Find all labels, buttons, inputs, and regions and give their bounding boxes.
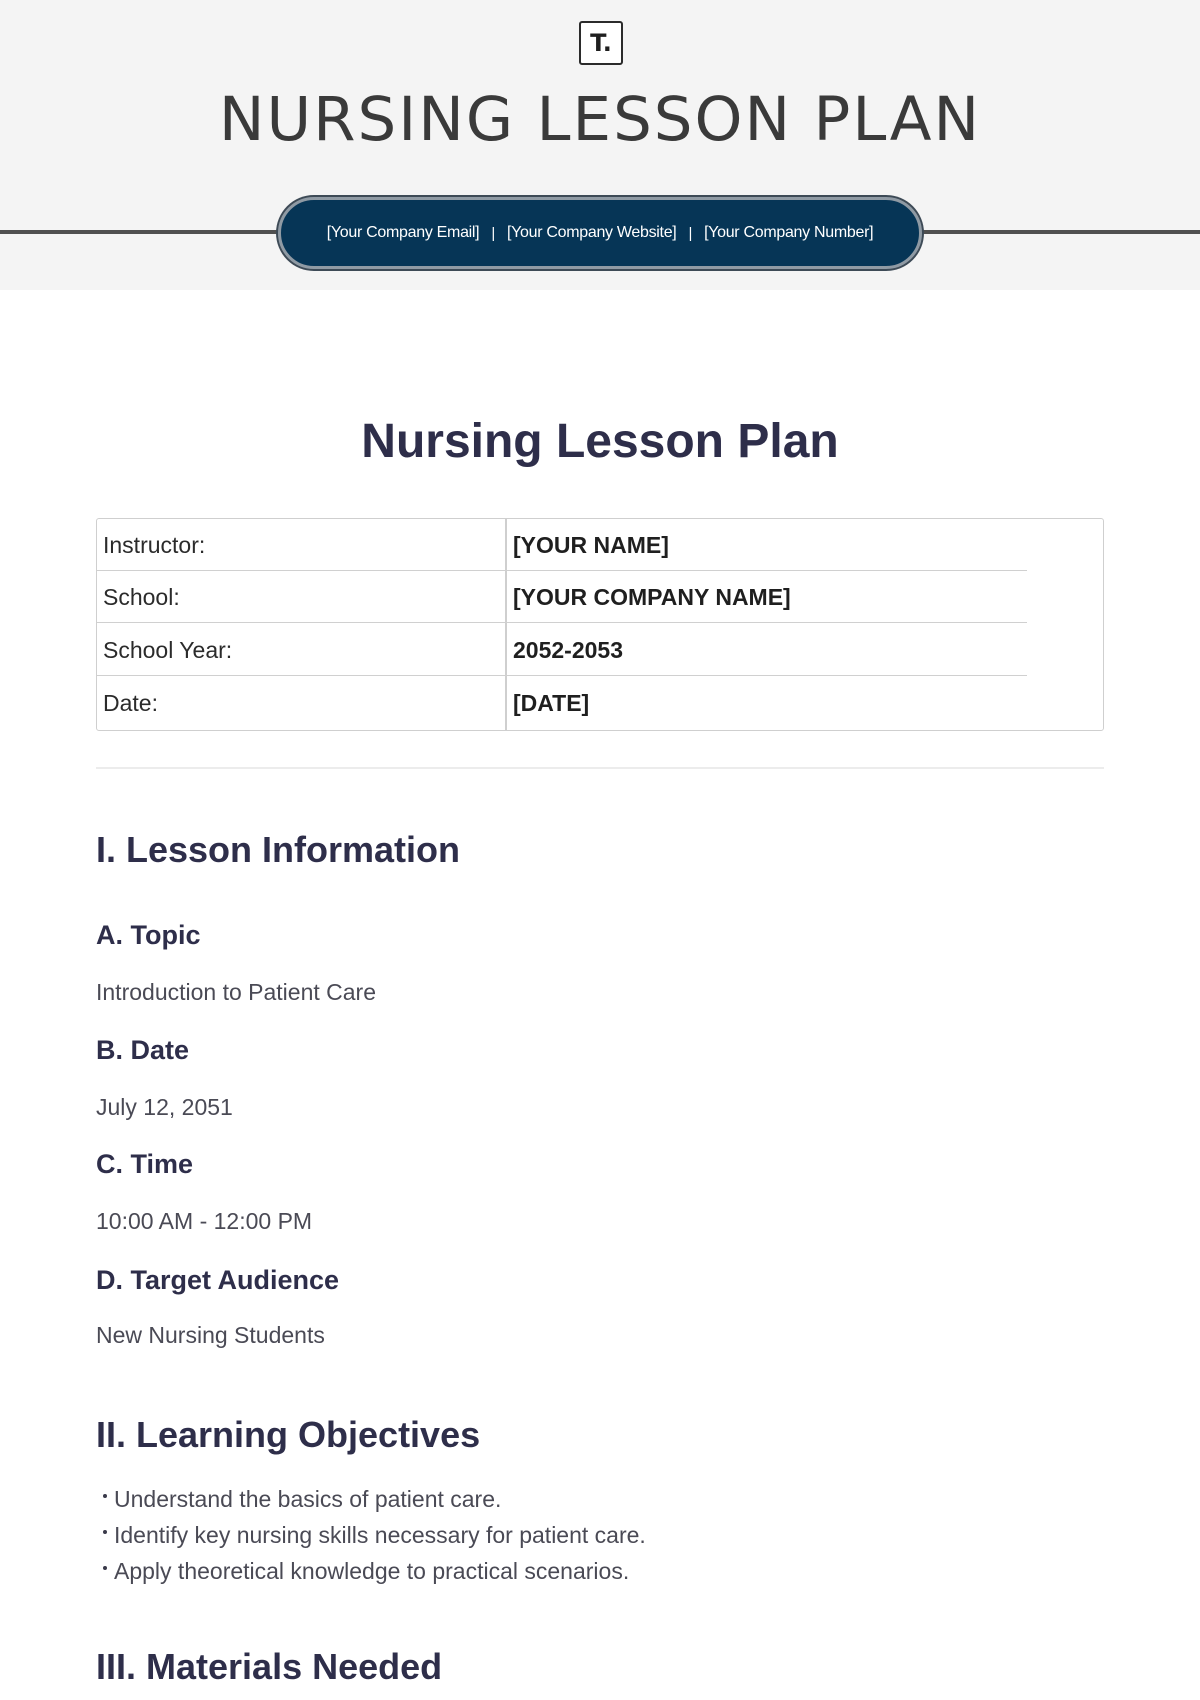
- school-label: School:: [103, 584, 180, 610]
- objectives-list: [96, 1481, 646, 1589]
- lesson-time-text: 10:00 AM - 12:00 PM: [96, 1208, 313, 1234]
- info-table: [96, 518, 1104, 731]
- subheading-date: B. Date: [96, 1035, 190, 1065]
- subheading-target-audience: D. Target Audience: [96, 1265, 340, 1295]
- table-row-school: [97, 571, 1027, 623]
- section-heading-lesson-information: I. Lesson Information: [96, 829, 461, 870]
- table-row-instructor: [97, 519, 1027, 571]
- section-heading-learning-objectives: II. Learning Objectives: [96, 1414, 481, 1455]
- date-label: Date:: [103, 690, 158, 716]
- contact-separator: |: [688, 224, 693, 242]
- list-item: Understand the basics of patient care.: [96, 1481, 646, 1517]
- date-value: [DATE]: [513, 690, 590, 716]
- table-row-date: [97, 677, 1027, 729]
- list-item: Apply theoretical knowledge to practical scenarios.: [96, 1553, 646, 1589]
- brand-title: NURSING LESSON PLAN: [218, 84, 982, 155]
- subheading-topic: A. Topic: [96, 920, 201, 950]
- target-audience-text: New Nursing Students: [96, 1322, 325, 1348]
- section-divider: [96, 767, 1104, 769]
- document-title: Nursing Lesson Plan: [361, 415, 839, 468]
- subheading-time: C. Time: [96, 1149, 194, 1179]
- lesson-date-text: July 12, 2051: [96, 1094, 233, 1120]
- company-logo: T.: [579, 21, 623, 65]
- table-row-school-year: [97, 624, 1027, 676]
- company-number: [Your Company Number]: [704, 224, 874, 241]
- school-year-label: School Year:: [103, 637, 233, 663]
- header-band: [0, 0, 1200, 290]
- section-heading-materials-needed: III. Materials Needed: [96, 1646, 443, 1687]
- instructor-label: Instructor:: [103, 532, 206, 558]
- school-value: [YOUR COMPANY NAME]: [513, 584, 791, 610]
- contact-separator: |: [491, 224, 495, 242]
- company-email: [Your Company Email]: [326, 224, 480, 241]
- instructor-value: [YOUR NAME]: [513, 532, 669, 558]
- company-website: [Your Company Website]: [506, 224, 677, 241]
- topic-text: Introduction to Patient Care: [96, 979, 376, 1005]
- contact-bar: [278, 197, 922, 269]
- list-item: Identify key nursing skills necessary for patient care.: [96, 1517, 646, 1553]
- school-year-value: 2052-2053: [513, 637, 623, 663]
